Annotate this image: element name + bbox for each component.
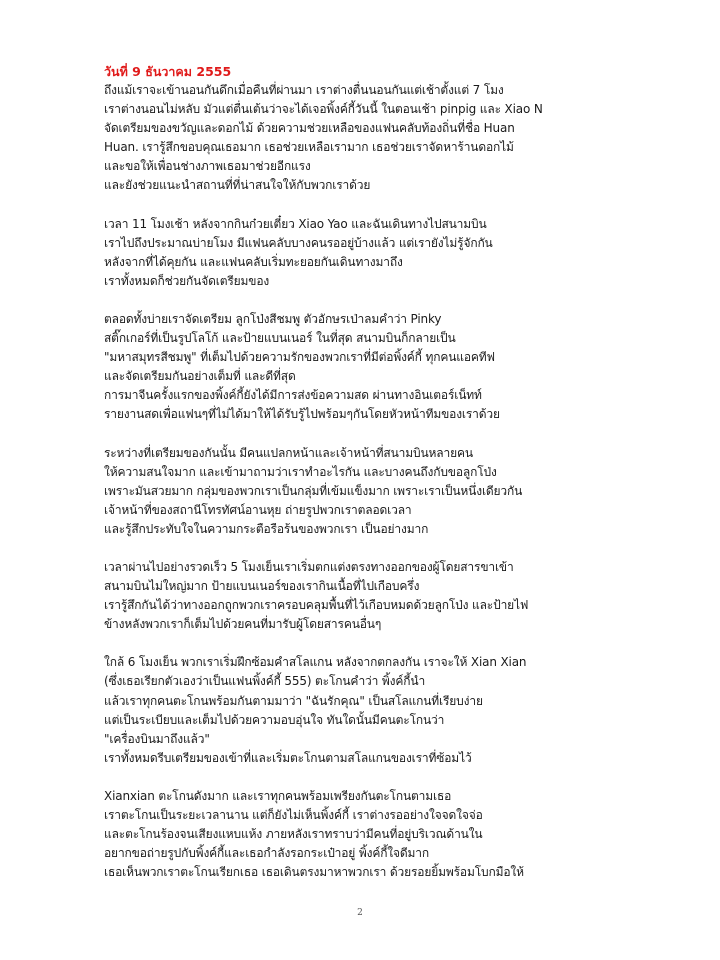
text-line: แล้วเราทุกคนตะโกนพร้อมกันตามมาว่า "ฉันรักคุณ" เป็นสโลแกนที่เรียบง่าย [104, 693, 483, 708]
text-line: และขอให้เพื่อนช่างภาพเธอมาช่วยอีกแรง [104, 159, 311, 174]
text-line: เราต่างนอนไม่หลับ มัวแต่ตื่นเต้นว่าจะได้เจอพิ้งค์กี้วันนี้ ในตอนเช้า pinpig และ Xiao N [104, 102, 543, 117]
text-line: เธอเห็นพวกเราตะโกนเรียกเธอ เธอเดินตรงมาหาพวกเรา ด้วยรอยยิ้มพร้อมโบกมือให้ [104, 865, 524, 880]
text-line: ตลอดทั้งบ่ายเราจัดเตรียม ลูกโป่งสีชมพู ตัวอักษรเป่าลมคำว่า Pinky [104, 311, 442, 326]
text-line: เราไปถึงประมาณบ่ายโมง มีแฟนคลับบางคนรออยู่บ้างแล้ว แต่เรายังไม่รู้จักกัน [104, 235, 493, 250]
text-line: เราทั้งหมดรีบเตรียมของเข้าที่และเริ่มตะโกนตามสโลแกนของเราที่ซ้อมไว้ [104, 750, 472, 765]
text-line: เวลาผ่านไปอย่างรวดเร็ว 5 โมงเย็นเราเริ่มตกแต่งตรงทางออกของผู้โดยสารขาเข้า [104, 559, 514, 574]
paragraph-cheering [104, 787, 624, 882]
text-line: ถึงแม้เราจะเข้านอนกันดึกเมื่อคืนที่ผ่านมา เราต่างตื่นนอนกันแต่เช้าตั้งแต่ 7 โมง [104, 83, 504, 97]
text-line: หลังจากที่ได้คุยกัน และแฟนคลับเริ่มทะยอยกันเดินทางมาถึง [104, 254, 403, 269]
text-line: และตะโกนร้องจนเสียงแหบแห้ง ภายหลังเราทราบว่ามีคนที่อยู่บริเวณด้านใน [104, 827, 483, 842]
text-line: เวลา 11 โมงเช้า หลังจากกินก๋วยเตี๋ยว Xiao Yao และฉันเดินทางไปสนามบิน [104, 216, 487, 231]
paragraph-preparation [104, 310, 624, 425]
text-line: "เครื่องบินมาถึงแล้ว" [104, 731, 210, 746]
text-line: เรารู้สึกกันได้ว่าทางออกถูกพวกเราครอบคลุมพื้นที่ไว้เกือบหมดด้วยลูกโป่ง และป้ายไฟ [104, 598, 529, 613]
text-line: "มหาสมุทรสีชมพู" ที่เต็มไปด้วยความรักของพวกเราที่มีต่อพิ้งค์กี้ ทุกคนแอคทีฟ [104, 350, 495, 365]
text-line: เราทั้งหมดก็ช่วยกันจัดเตรียมของ [104, 273, 270, 288]
paragraph-attention [104, 444, 624, 539]
paragraph-decorating [104, 558, 624, 634]
text-line: Huan. เรารู้สึกขอบคุณเธอมาก เธอช่วยเหลือเรามาก เธอช่วยเราจัดหาร้านดอกไม้ [104, 140, 514, 155]
text-line: และยังช่วยแนะนำสถานที่ที่น่าสนใจให้กับพวกเราด้วย [104, 178, 371, 193]
text-line: ให้ความสนใจมาก และเข้ามาถามว่าเราทำอะไรกัน และบางคนถึงกับขอลูกโป่ง [104, 464, 497, 479]
date-heading: วันที่ 9 ธันวาคม 2555 [104, 64, 232, 79]
text-line: Xianxian ตะโกนดังมาก และเราทุกคนพร้อมเพรียงกันตะโกนตามเธอ [104, 788, 452, 803]
text-line: เจ้าหน้าที่ของสถานีโทรทัศน์อานหุย ถ่ายรูปพวกเราตลอดเวลา [104, 502, 412, 517]
text-line: การมาจีนครั้งแรกของพิ้งค์กี้ยังได้มีการส่งข้อความสด ผ่านทางอินเตอร์เน็ทท์ [104, 388, 482, 403]
page-number: 2 [357, 908, 363, 918]
text-line: สติ๊กเกอร์ที่เป็นรูปโลโก้ และป้ายแบนเนอร์ ในที่สุด สนามบินก็กลายเป็น [104, 331, 456, 346]
text-line: อยากขอถ่ายรูปกับพิ้งค์กี้และเธอกำลังรอกระเป๋าอยู่ พิ้งค์กี้ใจดีมาก [104, 846, 430, 861]
text-line: และจัดเตรียมกันอย่างเต็มที่ และดีที่สุด [104, 369, 296, 384]
text-line: (ซึ่งเธอเรียกตัวเองว่าเป็นแฟนพิ้งค์กี้ 555) ตะโกนคำว่า พิ้งค์กี้นำ [104, 674, 426, 689]
text-line: แต่เป็นระเบียบและเต็มไปด้วยความอบอุ่นใจ ทันใดนั้นมีคนตะโกนว่า [104, 712, 445, 727]
text-line: เราตะโกนเป็นระยะเวลานาน แต่ก็ยังไม่เห็นพิ้งค์กี้ เราต่างรออย่างใจจดใจจ่อ [104, 808, 483, 822]
text-line: สนามบินไม่ใหญ่มาก ป้ายแบนเนอร์ของเรากินเนื้อที่ไปเกือบครึ่ง [104, 579, 420, 594]
text-line: ระหว่างที่เตรียมของกันนั้น มีคนแปลกหน้าและเจ้าหน้าที่สนามบินหลายคน [104, 445, 473, 460]
document-page [104, 62, 624, 901]
text-line: ใกล้ 6 โมงเย็น พวกเราเริ่มฝึกซ้อมคำสโลแกน หลังจากตกลงกัน เราจะให้ Xian Xian [104, 655, 527, 670]
text-line: และรู้สึกประทับใจในความกระตือรือร้นของพวกเรา เป็นอย่างมาก [104, 521, 429, 536]
paragraph-slogan [104, 653, 624, 768]
paragraph-morning [104, 81, 624, 196]
text-line: รายงานสดเพื่อแฟนๆที่ไม่ได้มาให้ได้รับรู้ไปพร้อมๆกันโดยหัวหน้าทีมของเราด้วย [104, 407, 500, 422]
text-line: ข้างหลังพวกเราก็เต็มไปด้วยคนที่มารับผู้โดยสารคนอื่นๆ [104, 617, 382, 632]
text-line: จัดเตรียมของขวัญและดอกไม้ ด้วยความช่วยเหลือของแฟนคลับท้องถิ่นที่ชื่อ Huan [104, 121, 515, 136]
paragraph-airport-arrival [104, 215, 624, 291]
text-line: เพราะมันสวยมาก กลุ่มของพวกเราเป็นกลุ่มที่เข้มแข็งมาก เพราะเราเป็นหนึ่งเดียวกัน [104, 483, 523, 498]
